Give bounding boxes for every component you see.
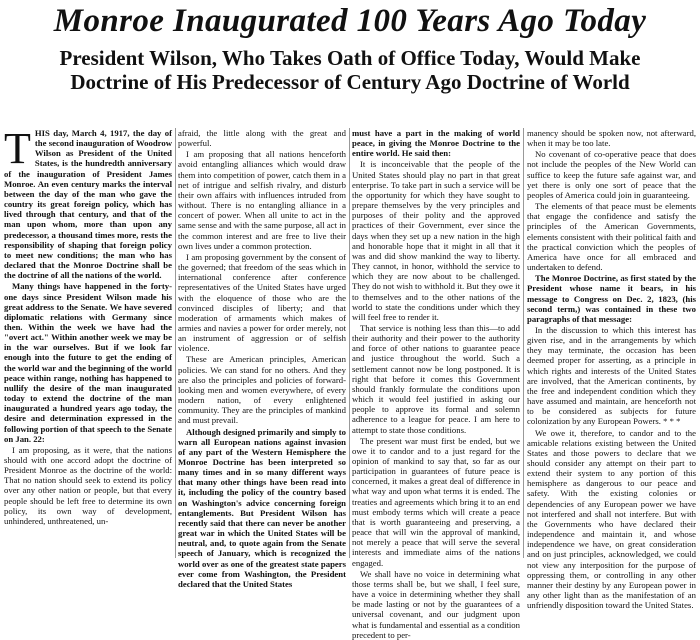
quoted-paragraph: No covenant of co-operative peace that does not include the peoples of the New World can suffice to keep the future safe against war, and yet there is only one sort of peace that the peoples of America could join in guaranteeing.: [527, 149, 696, 200]
paragraph: must have a part in the making of world peace, in giving the Monroe Doctrine to the entire world. He said then:: [352, 128, 520, 159]
quoted-paragraph: The present war must first be ended, but we owe it to candor and to a just regard for the opinion of mankind to say that, so far as our participation in guarantees of future peace is concerned, it makes a great deal of difference in what way and upon what terms it is ended. The treaties and agreements which bring it to an end must embody terms which will create a peace that is worth guaranteeing and preserving, a peace that will win the approval of mankind, not merely a peace that will serve the several interests and immediate aims of the nations engaged.: [352, 435, 520, 568]
quoted-paragraph: These are American principles, American policies. We can stand for no others. And they are also the principles and policies of forward-looking men and women everywhere, of every modern nation, of every enlightened community. They are the principles of mankind and must prevail.: [178, 354, 346, 426]
quoted-paragraph: manency should be spoken now, not afterward, when it may be too late.: [527, 128, 696, 149]
subhead-line-1: President Wilson, Who Takes Oath of Office Today, Would Make: [59, 46, 641, 70]
quoted-paragraph: I am proposing government by the consent of the governed; that freedom of the seas which in international conference after conference representatives of the United States have urged with the eloquence of those who are the convinced disciples of liberty; and that moderation of armaments which makes of armies and navies a power for order merely, not an instrument of aggression or of selfish violence.: [178, 251, 346, 354]
column-divider: [175, 128, 176, 558]
quoted-paragraph: I am proposing that all nations henceforth avoid entangling alliances which would draw them into competition of power, catch them in a net of intrigue and selfish rivalry, and disturb their own affairs with influences intruded from without. There is no entangling alliance in a concert of power. When all unite to act in the same sense and with the same purpose, all act in the common interest and are free to live their own lives under a common protection.: [178, 149, 346, 251]
headline: Monroe Inaugurated 100 Years Ago Today: [53, 3, 647, 39]
quoted-paragraph: It is inconceivable that the people of the United States should play no part in that great enterprise. To take part in such a service will be the opportunity for which they have sought to prepare themselves by the very principles and purposes of their polity and the approved practices of their Government, ever since the days when they set up a new nation in the high and honorable hope that it might in all that it was and did show mankind the way to liberty. They cannot, in honor, withhold the service to which they are now about to be challenged. They do not wish to withhold it. But they owe it to themselves and to the other nations of the world to state the conditions under which they will feel free to render it.: [352, 159, 520, 322]
subheadline: [0, 46, 700, 94]
subhead-line-2: Doctrine of His Predecessor of Century Ago Doctrine of World: [70, 70, 630, 94]
quoted-paragraph: That service is nothing less than this—to add their authority and their power to the authority and force of other nations to guarantee peace and justice throughout the world. Such a settlement cannot now be long postponed. It is right that before it comes this Government should frankly formulate the conditions upon which it would feel justified in asking our people to approve its formal and solemn adherence to a league for peace. I am here to attempt to state those conditions.: [352, 322, 520, 435]
article-column-2: [178, 128, 346, 589]
column-divider: [523, 128, 524, 558]
paragraph: Although designed primarily and simply to warn all European nations against invasion of any part of the Western Hemisphere the Monroe Doctrine has been interpreted so many times and in so many different ways that many other things have been read into it, including the policy of the country based on Washington's advice concerning foreign entanglements. But President Wilson has recently said that there can never be another great war in which the United States will be neutral, and, to quote again from the Senate speech of January, which is recognized the world over as one of the greatest state papers ever come from Washington, the President declared that the United States: [178, 426, 346, 589]
quoted-paragraph: We shall have no voice in determining what those terms shall be, but we shall, I feel sure, have a voice in determining whether they shall be made lasting or not by the guarantees of a universal covenant, and our judgment upon what is fundamental and essential as a condition precedent to per-: [352, 568, 520, 640]
paragraph: The Monroe Doctrine, as first stated by the President whose name it bears, in his message to Congress on Dec. 2, 1823, (his second term,) was contained in these two paragraphs of that message:: [527, 273, 696, 324]
article-lede: THIS day, March 4, 1917, the day of the second inauguration of Woodrow Wilson as President of the United States, is the hundredth anniversary of the inauguration of President James Monroe. An even century marks the interval between the day of the man who gave the country its great foreign policy, which has lived through that century, and that of the man upon whom, more than upon any predecessor, a thousand times more, rests the responsibility of shaping that foreign policy to meet new conditions; the man who has declared that the Monroe Doctrine shall be the doctrine of all the nations of the world.: [4, 124, 172, 281]
quoted-paragraph: afraid, the little along with the great and powerful.: [178, 128, 346, 149]
article-column-3: [352, 128, 520, 640]
column-divider: [349, 128, 350, 558]
article-column-4: [527, 128, 696, 611]
paragraph: Many things have happened in the forty-one days since President Wilson made his great address to the Senate. We have severed diplomatic relations with Germany since then. Within the week we have had the "overt act." Within another week we may be in the war ourselves. But if we look far enough into the future to get the ending of the world war and the beginning of the world peace within range, nothing has happened to nullify the desire of the man inaugurated today to extend the doctrine of the man inaugurated a hundred years ago today, the desire and determination expressed in the following portion of that speech to the Senate on Jan. 22:: [4, 281, 172, 444]
quoted-paragraph: I am proposing, as it were, that the nations should with one accord adopt the doctrine of President Monroe as the doctrine of the world: That no nation should seek to extend its policy over any other nation or people, but that every people should be left free to determine its own policy, its own way of development, unhindered, unthreatened, un-: [4, 444, 172, 526]
drop-cap: T: [4, 124, 31, 173]
article-column-1: [4, 124, 172, 558]
quoted-paragraph: In the discussion to which this interest has given rise, and in the arrangements by which they may terminate, the occasion has been deemed proper for asserting, as a principle in which rights and interests of the United States are involved, that the American continents, by the free and independent condition which they have assumed and maintain, are henceforth not to be considered as subjects for future colonization by any European Powers. * * *: [527, 324, 696, 427]
quoted-paragraph: We owe it, therefore, to candor and to the amicable relations existing between the United States and those powers to declare that we should consider any attempt on their part to extend their system to any portion of this hemisphere as dangerous to our peace and safety. With the existing colonies or dependencies of any European power we have not interfered and shall not interfere. But with the Governments who have declared their independence and maintain it, and whose independence we have, on great consideration and on just principles, acknowledged, we could not view any interposition for the purpose of oppressing them, or controlling in any other manner their destiny by any European power in any other light than as the manifestation of an unfriendly disposition toward the United States.: [527, 427, 696, 611]
quoted-paragraph: The elements of that peace must be elements that engage the confidence and satisfy the principles of the American Governments, elements consistent with their political faith and the practical conviction which the peoples of America have once for all embraced and undertaken to defend.: [527, 201, 696, 273]
